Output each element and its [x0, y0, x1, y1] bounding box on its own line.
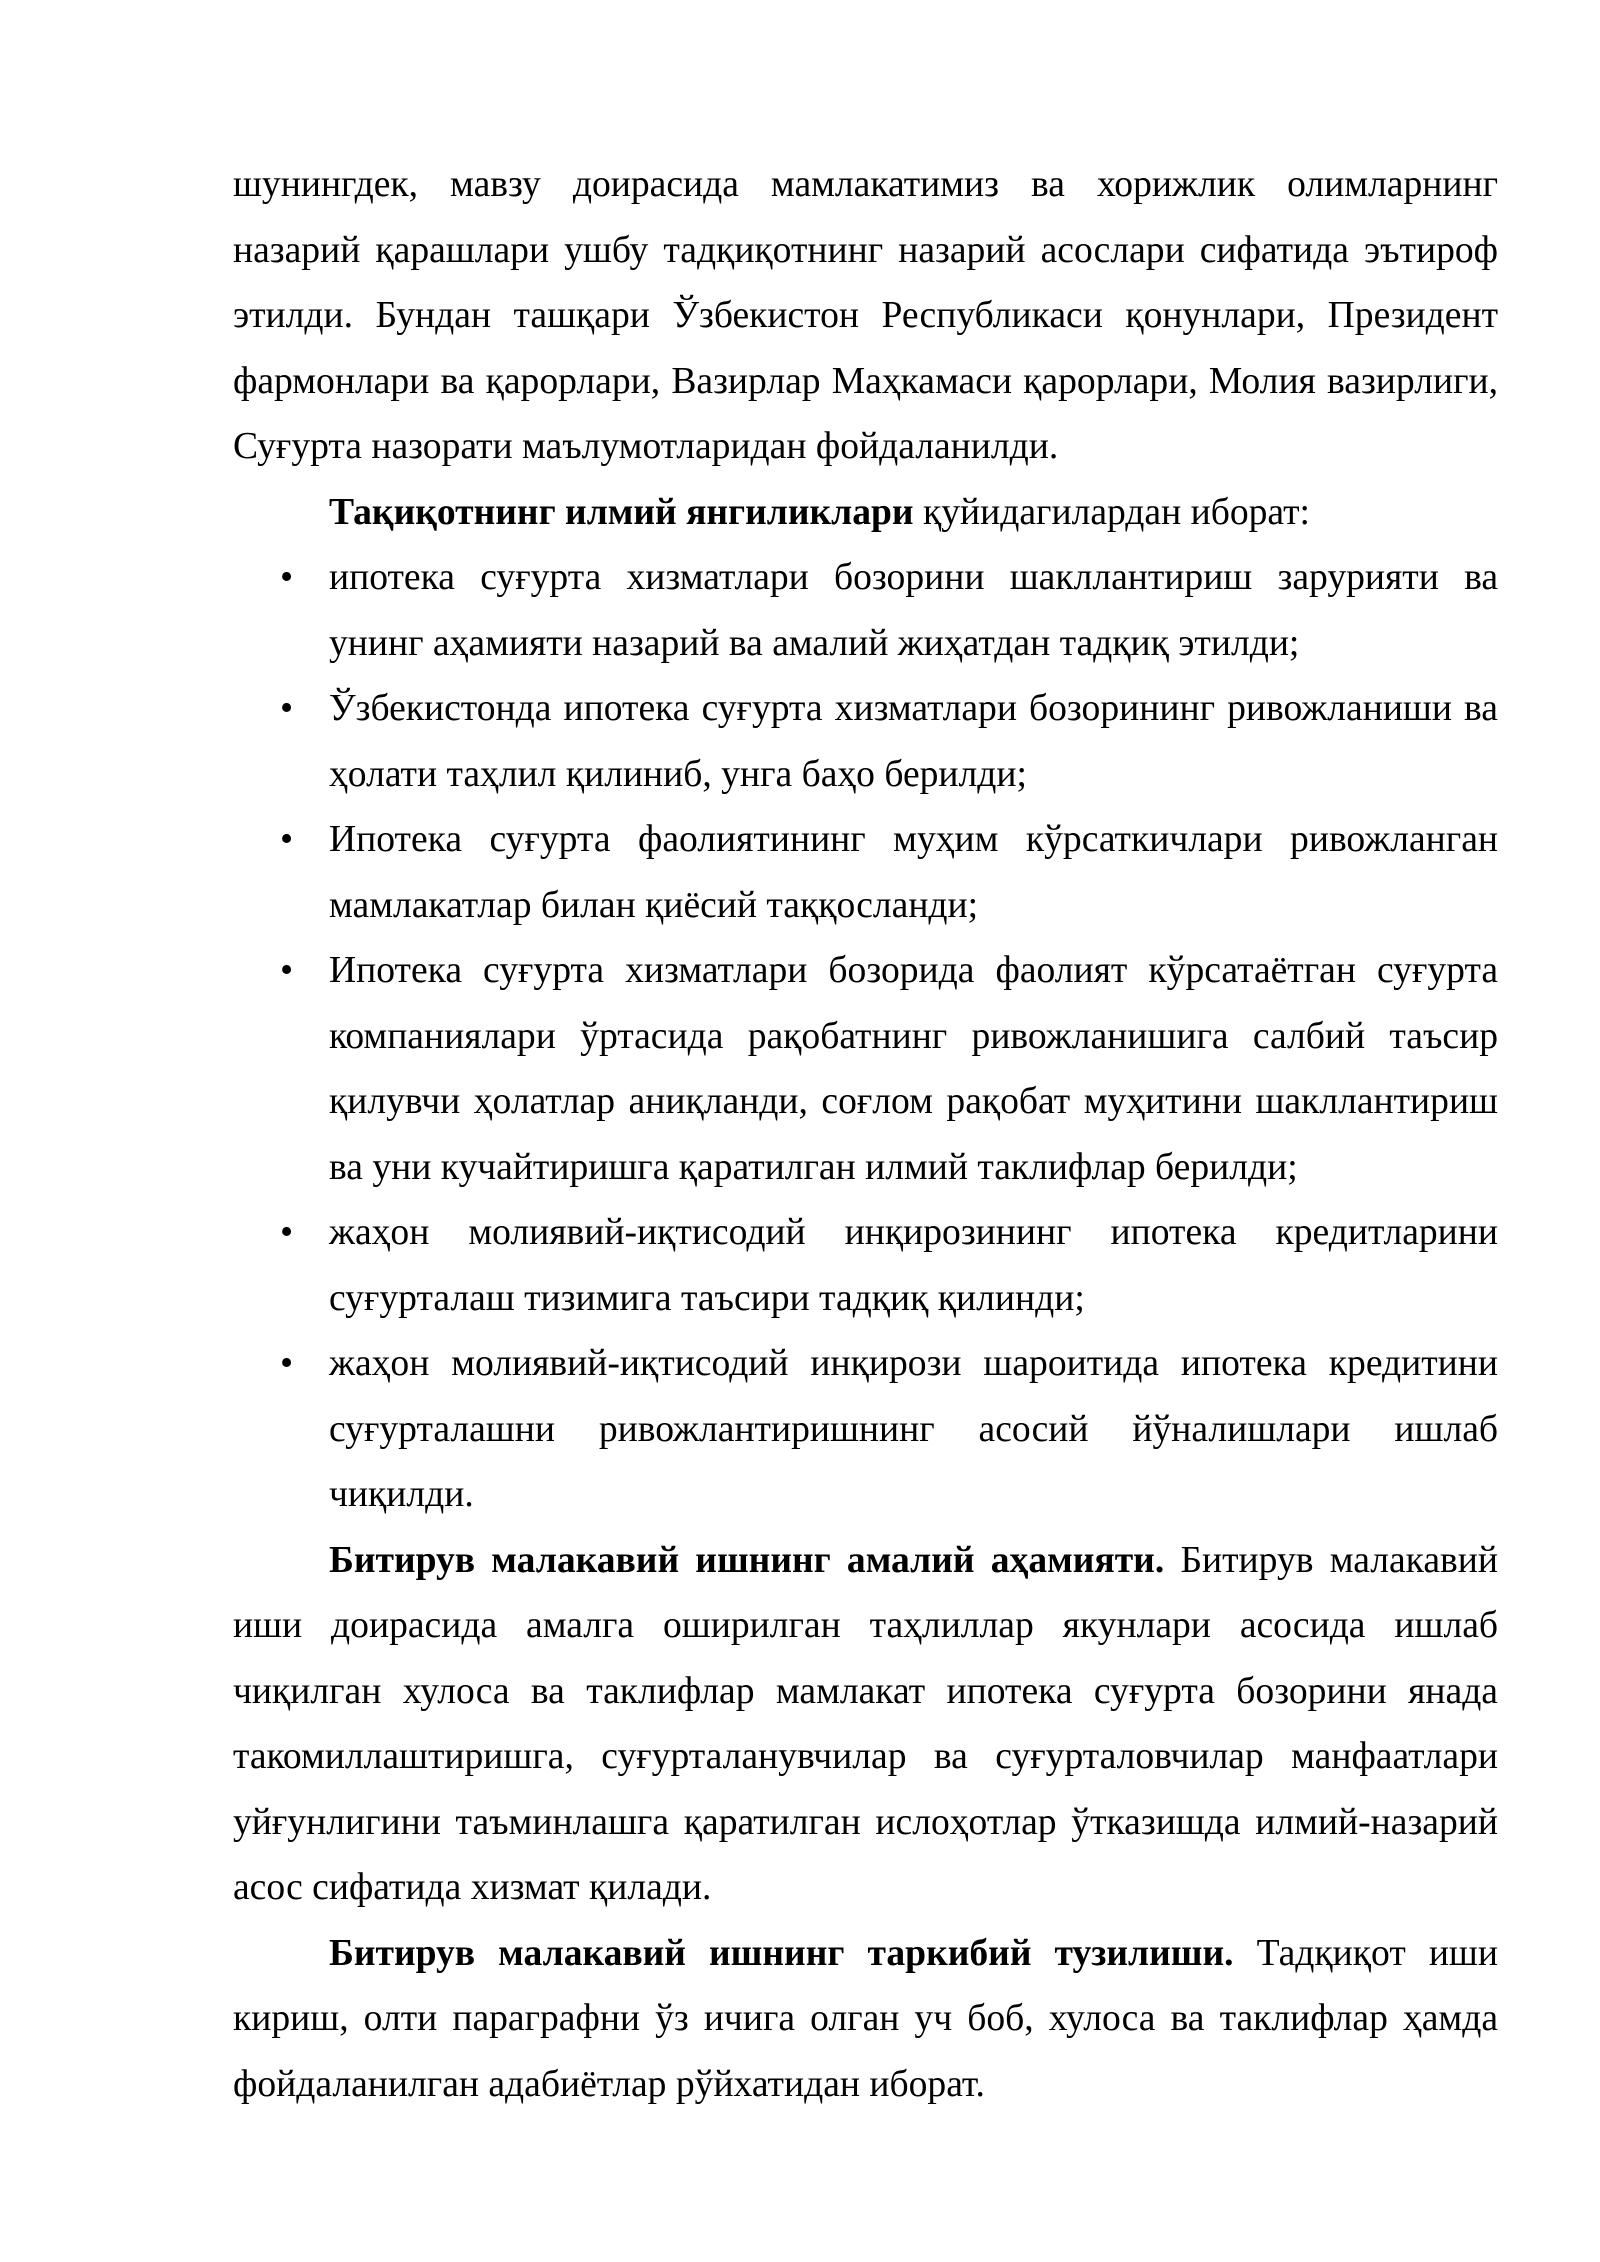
text-run: Тадқиқот иши [1256, 1932, 1498, 1974]
text-line: ва уни кучайтиришга қаратилган илмий таклифлар берилди; [329, 1146, 1298, 1188]
list-item [233, 1200, 1498, 1331]
bullet-marker: • [280, 557, 294, 598]
bullet-marker: • [280, 819, 294, 860]
text-line: чиқилган хулоса ва таклифлар мамлакат ипотека суғурта бозорини янада [233, 1670, 1498, 1712]
text-line: такомиллаштиришга, суғурталанувчилар ва суғурталовчилар манфаатлари [233, 1736, 1498, 1777]
text-line: қилувчи ҳолатлар аниқланди, соғлом рақобат муҳитини шакллантириш [329, 1081, 1498, 1122]
text-line: фармонлари ва қарорлари, Вазирлар Маҳкамаси қарорлари, Молия вазирлиги, [233, 360, 1498, 402]
text-line: Суғурта назорати маълумотларидан фойдаланилди. [233, 426, 1059, 467]
list-item [233, 1331, 1498, 1528]
text-run: Битирув малакавий [1180, 1539, 1498, 1581]
text-line: ипотека суғурта хизматлари бозорини шакллантириш зарурияти ва [329, 557, 1498, 598]
text-line: Ипотека суғурта фаолиятининг муҳим кўрсаткичлари ривожланган [329, 819, 1498, 860]
bold-heading: Битирув малакавий ишнинг таркибий тузилиши. [329, 1932, 1234, 1974]
text-line: унинг аҳамияти назарий ва амалий жиҳатдан тадқиқ этилди; [329, 622, 1300, 664]
bold-heading: Битирув малакавий ишнинг амалий аҳамияти. [329, 1539, 1165, 1581]
text-line: Ипотека суғурта хизматлари бозорида фаолият кўрсатаётган суғурта [329, 950, 1498, 991]
text-line [233, 1528, 1498, 1594]
text-line: компаниялари ўртасида рақобатнинг ривожланишига салбий таъсир [329, 1015, 1498, 1057]
text-line: Ўзбекистонда ипотека суғурта хизматлари бозорининг ривожланиши ва [329, 688, 1498, 729]
bullet-marker: • [280, 1212, 294, 1253]
heading-text: қуйидагилардан иборат: [922, 491, 1310, 533]
text-line: назарий қарашлари ушбу тадқиқотнинг назарий асослари сифатида эътироф [233, 229, 1498, 271]
text-line: жаҳон молиявий-иқтисодий инқирози шароитида ипотека кредитини [329, 1343, 1498, 1384]
text-line [233, 480, 1498, 546]
list-item [233, 938, 1498, 1200]
text-line: мамлакатлар билан қиёсий таққосланди; [329, 884, 979, 926]
text-line: этилди. Бундан ташқари Ўзбекистон Республикаси қонунлари, Президент [233, 295, 1498, 336]
text-line: суғурталаш тизимига таъсири тадқиқ қилинди; [329, 1277, 1085, 1319]
text-line: фойдаланилган адабиётлар рўйхатидан иборат. [233, 2063, 985, 2105]
text-line: кириш, олти параграфни ўз ичига олган уч боб, хулоса ва таклифлар ҳамда [233, 1998, 1498, 2039]
list-item [233, 807, 1498, 938]
text-line: ҳолати таҳлил қилиниб, унга баҳо берилди; [329, 753, 1027, 795]
list-item [233, 676, 1498, 807]
novelty-list [233, 545, 1498, 1528]
paragraph-structure [233, 1921, 1498, 2118]
text-line: асос сифатида хизмат қилади. [233, 1867, 712, 1908]
text-line: иши доирасида амалга оширилган таҳлиллар якунлари асосида ишлаб [233, 1605, 1498, 1646]
text-line: шунингдек, мавзу доирасида мамлакатимиз ва хорижлик олимларнинг [233, 164, 1498, 205]
bullet-marker: • [280, 1343, 294, 1384]
list-item [233, 545, 1498, 676]
bullet-marker: • [280, 688, 294, 729]
text-line [233, 1921, 1498, 1987]
bullet-marker: • [280, 950, 294, 991]
document-body [233, 152, 1498, 2117]
text-line: уйғунлигини таъминлашга қаратилган ислоҳотлар ўтказишда илмий-назарий [233, 1801, 1498, 1843]
bold-heading: Тақиқотнинг илмий янгиликлари [329, 491, 914, 533]
text-line: суғурталашни ривожлантиришнинг асосий йўналишлари ишлаб [329, 1408, 1498, 1450]
paragraph-novelty-heading [233, 480, 1498, 546]
text-line: чиқилди. [329, 1474, 474, 1515]
paragraph-intro [233, 152, 1498, 480]
paragraph-practical-significance [233, 1528, 1498, 1921]
text-line: жаҳон молиявий-иқтисодий инқирозининг ипотека кредитларини [329, 1212, 1498, 1253]
